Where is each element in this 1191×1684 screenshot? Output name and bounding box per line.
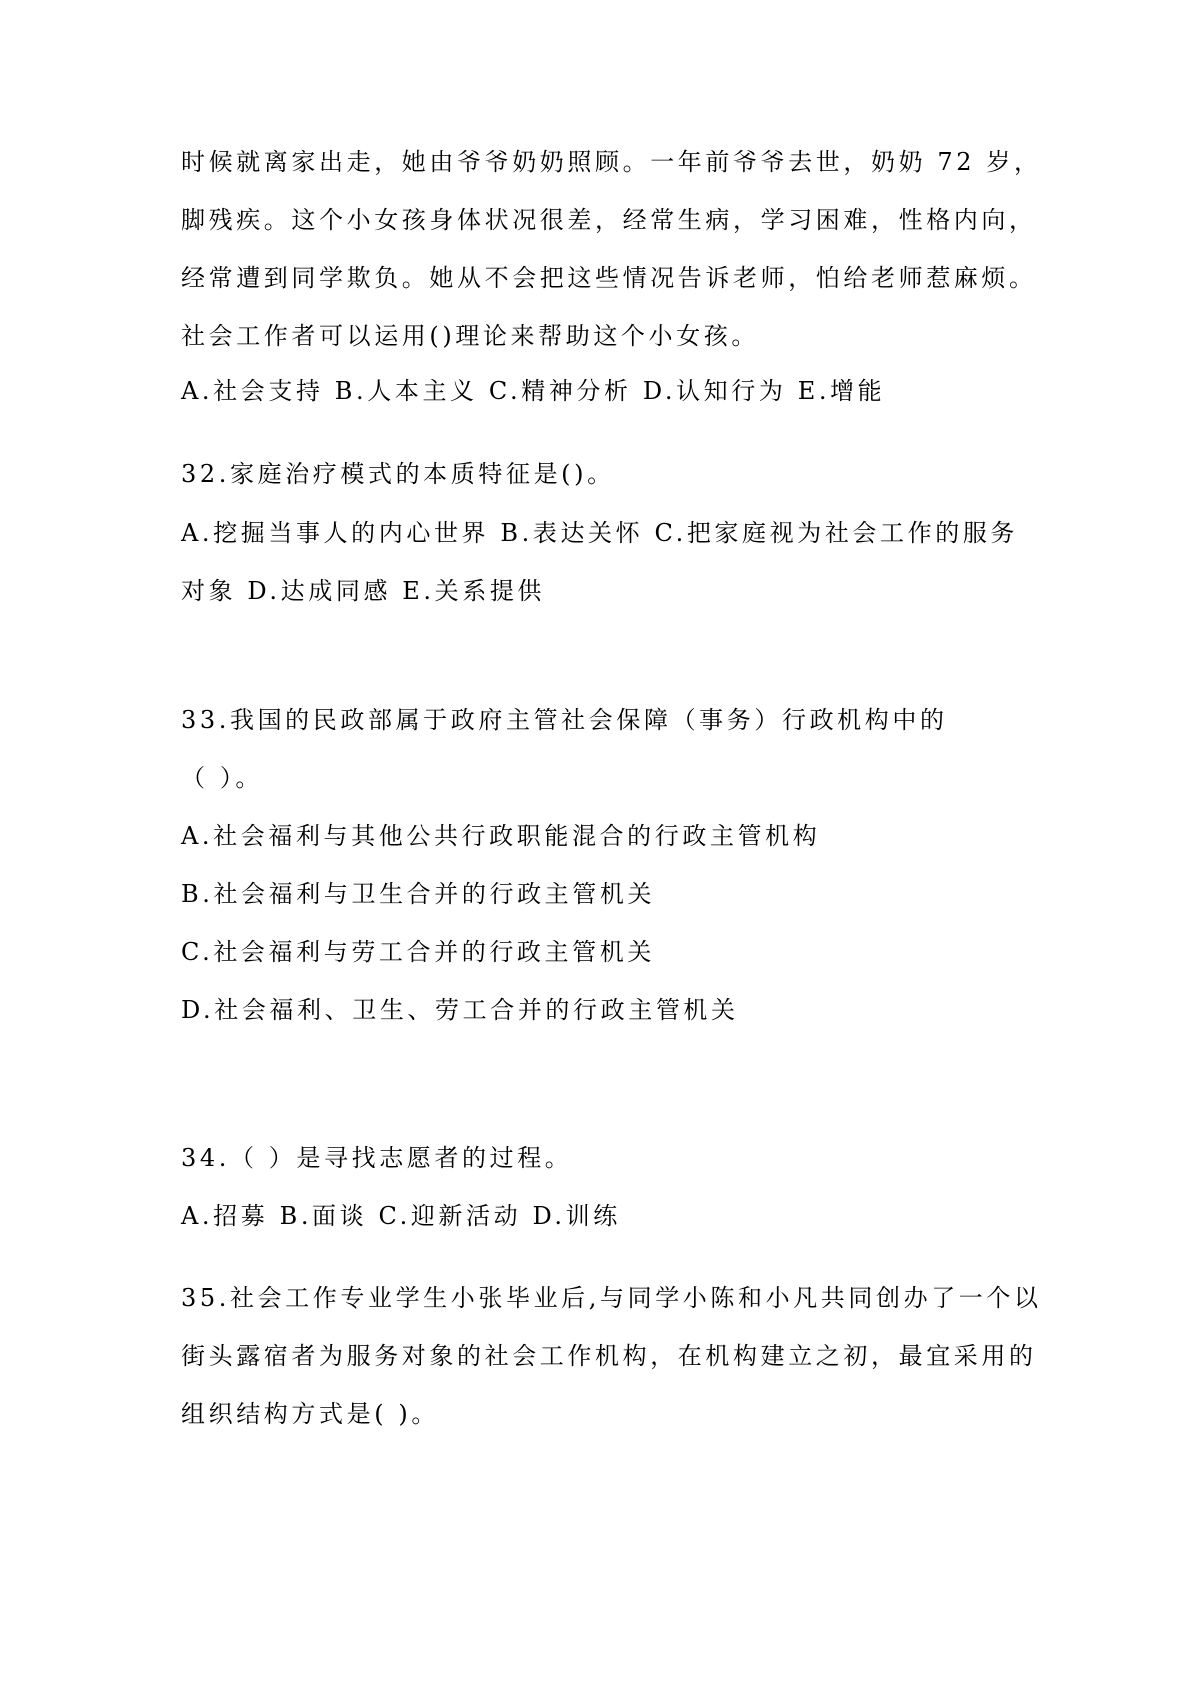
- q32-options-line-1: A.挖掘当事人的内心世界 B.表达关怀 C.把家庭视为社会工作的服务: [181, 519, 1019, 547]
- q32-options-line-2: 对象 D.达成同感 E.关系提供: [181, 577, 546, 605]
- q33-stem-line-1: 33.我国的民政部属于政府主管社会保障（事务）行政机构中的: [181, 706, 948, 734]
- q34-options: A.招募 B.面谈 C.迎新活动 D.训练: [181, 1202, 621, 1230]
- q31-stem-line-3: 经常遭到同学欺负。她从不会把这些情况告诉老师，怕给老师惹麻烦。: [181, 264, 1037, 292]
- q33-option-d: D.社会福利、卫生、劳工合并的行政主管机关: [181, 996, 739, 1024]
- q33-option-a: A.社会福利与其他公共行政职能混合的行政主管机构: [181, 822, 821, 850]
- q31-stem-line-2: 脚残疾。这个小女孩身体状况很差，经常生病，学习困难，性格内向，: [181, 206, 1037, 234]
- q35-stem-line-1: 35.社会工作专业学生小张毕业后,与同学小陈和小凡共同创办了一个以: [181, 1284, 1042, 1312]
- q31-stem-line-1: 时候就离家出走，她由爷爷奶奶照顾。一年前爷爷去世，奶奶 72 岁，: [181, 148, 1042, 176]
- q33-stem-line-2: （ ）。: [181, 764, 264, 792]
- q35-stem-line-3: 组织结构方式是( )。: [181, 1400, 439, 1428]
- q31-options: A.社会支持 B.人本主义 C.精神分析 D.认知行为 E.增能: [181, 377, 886, 405]
- q32-stem: 32.家庭治疗模式的本质特征是()。: [181, 460, 615, 488]
- q35-stem-line-2: 街头露宿者为服务对象的社会工作机构，在机构建立之初，最宜采用的: [181, 1342, 1037, 1370]
- q33-option-b: B.社会福利与卫生合并的行政主管机关: [181, 880, 656, 908]
- q34-stem: 34.（ ）是寻找志愿者的过程。: [181, 1144, 573, 1172]
- q33-option-c: C.社会福利与劳工合并的行政主管机关: [181, 938, 655, 966]
- q31-stem-line-4: 社会工作者可以运用()理论来帮助这个小女孩。: [181, 322, 759, 350]
